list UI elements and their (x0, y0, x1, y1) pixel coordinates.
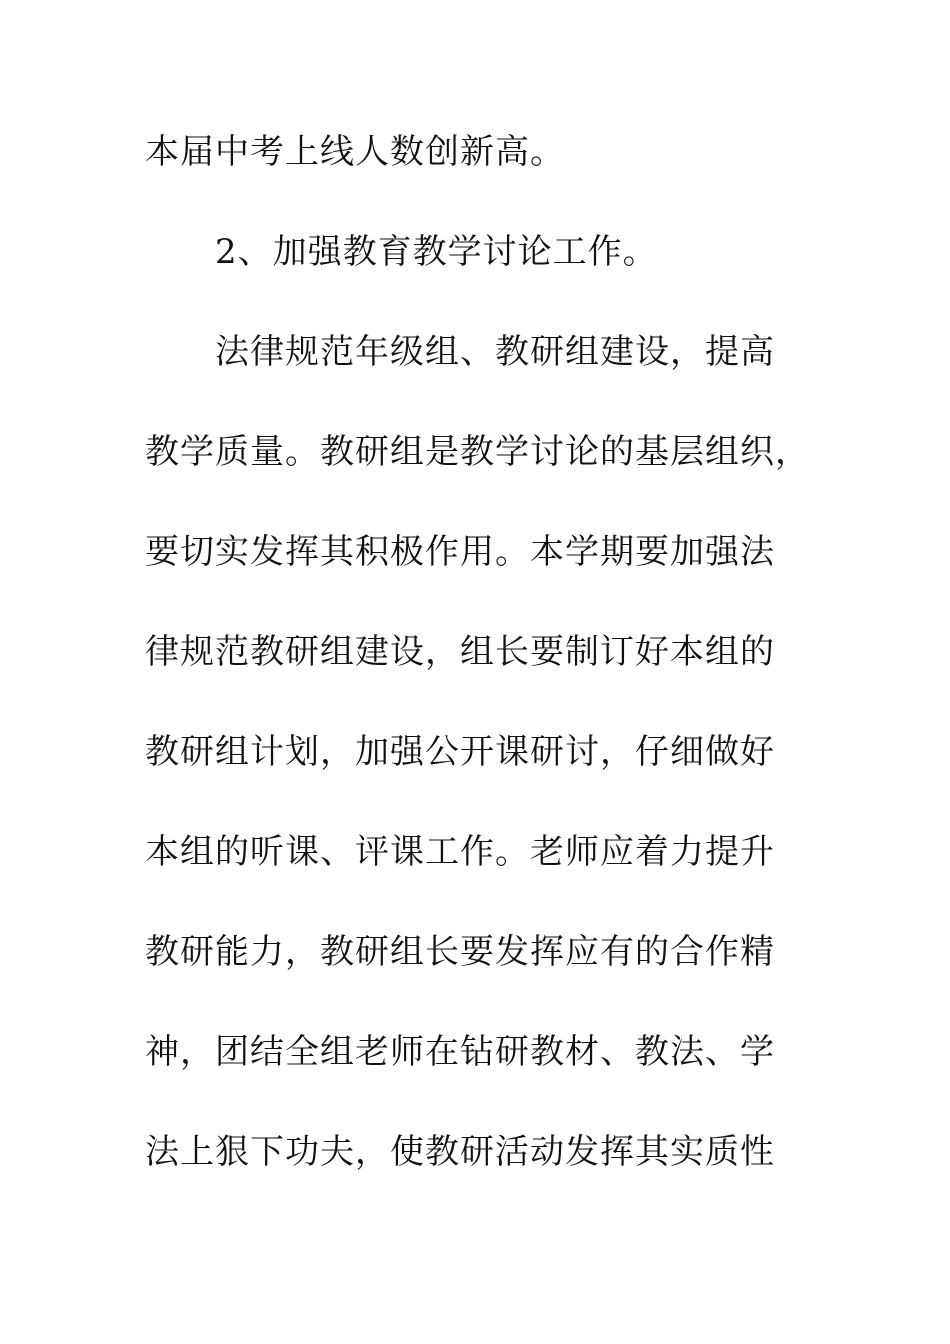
text-line: 神，团结全组老师在钻研教材、教法、学 (145, 1032, 775, 1072)
text-line: 教研能力，教研组长要发挥应有的合作精 (145, 932, 775, 972)
text-line: 要切实发挥其积极作用。本学期要加强法 (145, 532, 775, 572)
text-line: 本组的听课、评课工作。老师应着力提升 (145, 832, 775, 872)
text-line: 教学质量。教研组是教学讨论的基层组织， (145, 432, 810, 472)
text-line: 本届中考上线人数创新高。 (145, 132, 565, 172)
text-line: 法上狠下功夫，使教研活动发挥其实质性 (145, 1132, 775, 1172)
text-line: 教研组计划，加强公开课研讨，仔细做好 (145, 732, 775, 772)
text-line: 律规范教研组建设，组长要制订好本组的 (145, 632, 775, 672)
text-line: 法律规范年级组、教研组建设，提高 (215, 332, 775, 372)
section-heading: 2、加强教育教学讨论工作。 (215, 232, 658, 272)
